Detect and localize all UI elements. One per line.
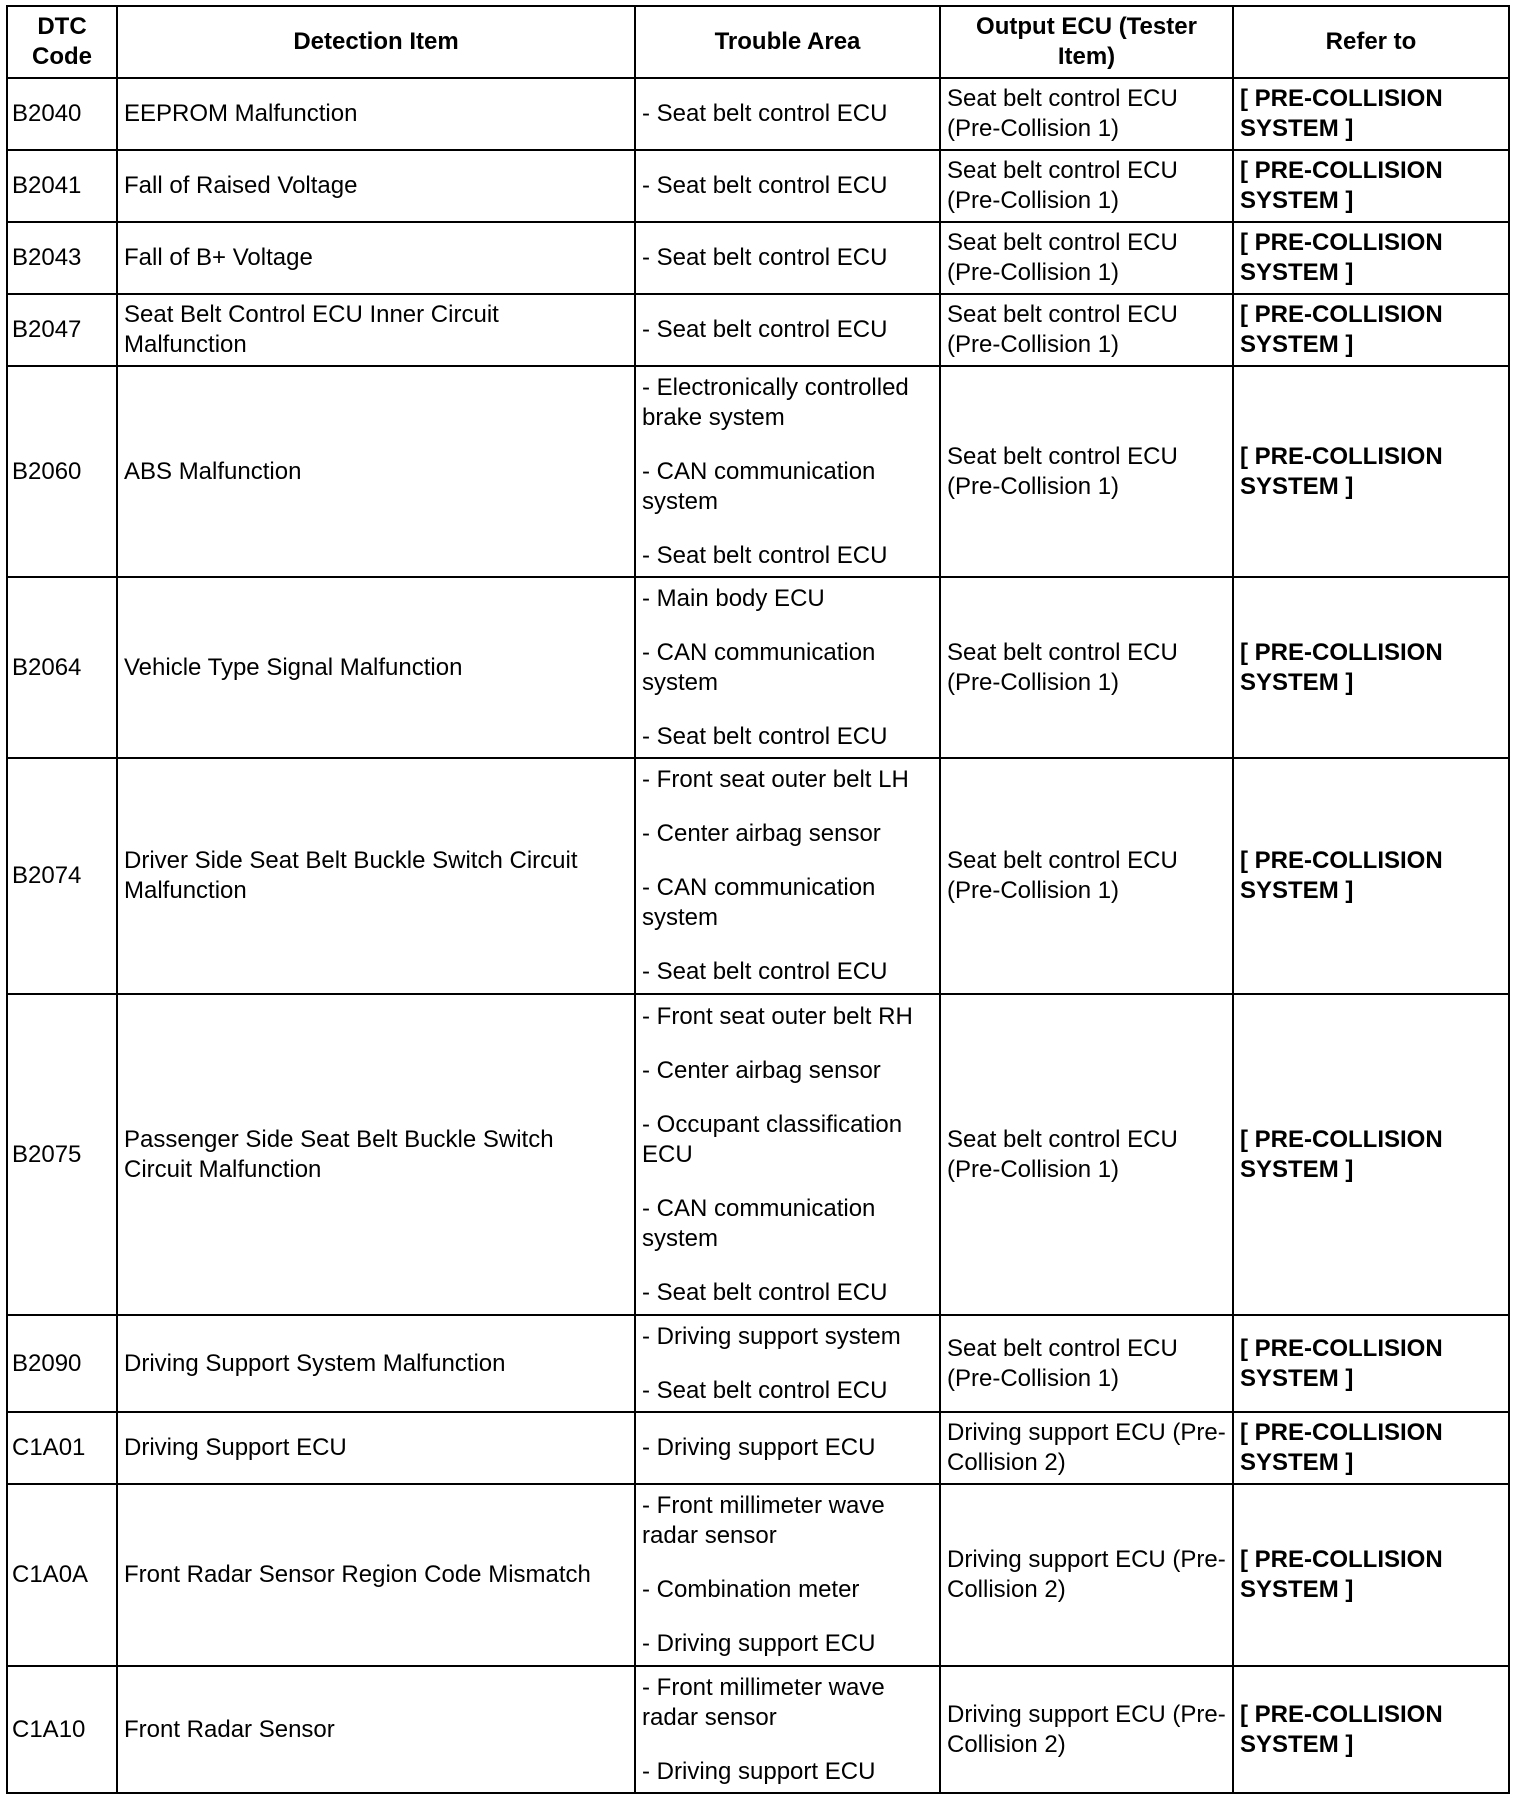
detection-item-cell: Driving Support System Malfunction — [117, 1315, 635, 1412]
output-ecu-cell: Seat belt control ECU (Pre-Collision 1) — [940, 366, 1233, 577]
table-row — [7, 366, 1509, 577]
trouble-area-cell — [635, 150, 940, 222]
refer-to-link-text: [ PRE-COLLISION SYSTEM ] — [1240, 847, 1443, 904]
detection-item-cell: Seat Belt Control ECU Inner Circuit Malfunction — [117, 294, 635, 366]
detection-item-cell: Vehicle Type Signal Malfunction — [117, 577, 635, 758]
trouble-area-cell — [635, 1315, 940, 1412]
refer-to-link-text: [ PRE-COLLISION SYSTEM ] — [1240, 85, 1443, 142]
trouble-area-item: - Driving support ECU — [642, 1434, 876, 1461]
refer-to-cell — [1233, 294, 1509, 366]
dtc-table — [6, 5, 1510, 1794]
refer-to-cell — [1233, 577, 1509, 758]
trouble-area-item: - Driving support ECU — [642, 1757, 876, 1785]
refer-to-cell — [1233, 1666, 1509, 1793]
trouble-area-item: - Seat belt control ECU — [642, 316, 888, 343]
refer-to-link-text: [ PRE-COLLISION SYSTEM ] — [1240, 229, 1443, 286]
trouble-area-item: - Front seat outer belt LH — [642, 766, 909, 793]
header-output-ecu: Output ECU (Tester Item) — [940, 6, 1233, 78]
refer-to-cell — [1233, 1484, 1509, 1666]
table-row — [7, 1484, 1509, 1666]
refer-to-link-text: [ PRE-COLLISION SYSTEM ] — [1240, 301, 1443, 358]
output-ecu-cell: Seat belt control ECU (Pre-Collision 1) — [940, 222, 1233, 294]
dtc-code-cell: B2075 — [7, 994, 117, 1315]
trouble-area-item: - Driving support ECU — [642, 1630, 876, 1657]
trouble-area-item: - Seat belt control ECU — [642, 244, 888, 271]
table-row — [7, 1412, 1509, 1484]
trouble-area-item: - Front seat outer belt RH — [642, 1002, 913, 1030]
trouble-area-item: - Seat belt control ECU — [642, 1278, 888, 1306]
refer-to-cell — [1233, 758, 1509, 994]
table-row — [7, 1315, 1509, 1412]
table-row — [7, 1666, 1509, 1793]
detection-item-cell: Driving Support ECU — [117, 1412, 635, 1484]
trouble-area-cell — [635, 758, 940, 994]
dtc-code-cell: B2040 — [7, 78, 117, 150]
refer-to-cell — [1233, 78, 1509, 150]
refer-to-cell — [1233, 1412, 1509, 1484]
trouble-area-item: - CAN communication system — [642, 874, 876, 931]
output-ecu-cell: Seat belt control ECU (Pre-Collision 1) — [940, 78, 1233, 150]
refer-to-link-text: [ PRE-COLLISION SYSTEM ] — [1240, 1700, 1443, 1758]
refer-to-link-text: [ PRE-COLLISION SYSTEM ] — [1240, 1419, 1443, 1476]
table-row — [7, 294, 1509, 366]
trouble-area-item: - Seat belt control ECU — [642, 722, 888, 750]
trouble-area-item: - Center airbag sensor — [642, 820, 881, 847]
detection-item-cell: ABS Malfunction — [117, 366, 635, 577]
refer-to-cell — [1233, 1315, 1509, 1412]
trouble-area-item: - Seat belt control ECU — [642, 1376, 888, 1404]
detection-item-cell: EEPROM Malfunction — [117, 78, 635, 150]
table-row — [7, 994, 1509, 1315]
detection-item-cell: Front Radar Sensor — [117, 1666, 635, 1793]
trouble-area-cell — [635, 294, 940, 366]
trouble-area-cell — [635, 1412, 940, 1484]
trouble-area-item: - Occupant classification ECU — [642, 1110, 903, 1168]
refer-to-link-text: [ PRE-COLLISION SYSTEM ] — [1240, 157, 1443, 214]
table-row — [7, 758, 1509, 994]
output-ecu-cell: Seat belt control ECU (Pre-Collision 1) — [940, 577, 1233, 758]
output-ecu-cell: Seat belt control ECU (Pre-Collision 1) — [940, 294, 1233, 366]
refer-to-cell — [1233, 150, 1509, 222]
trouble-area-item: - Combination meter — [642, 1576, 860, 1603]
dtc-code-cell: B2074 — [7, 758, 117, 994]
dtc-code-cell: C1A01 — [7, 1412, 117, 1484]
refer-to-cell — [1233, 994, 1509, 1315]
output-ecu-cell: Driving support ECU (Pre-Collision 2) — [940, 1484, 1233, 1666]
trouble-area-item: - Front millimeter wave radar sensor — [642, 1673, 885, 1731]
trouble-area-item: - Electronically controlled brake system — [642, 373, 909, 431]
dtc-code-cell: B2041 — [7, 150, 117, 222]
output-ecu-cell: Seat belt control ECU (Pre-Collision 1) — [940, 1315, 1233, 1412]
output-ecu-cell: Driving support ECU (Pre-Collision 2) — [940, 1666, 1233, 1793]
header-trouble-area: Trouble Area — [635, 6, 940, 78]
refer-to-link-text: [ PRE-COLLISION SYSTEM ] — [1240, 638, 1443, 696]
trouble-area-cell — [635, 994, 940, 1315]
trouble-area-cell — [635, 577, 940, 758]
header-dtc-code: DTC Code — [7, 6, 117, 78]
detection-item-cell: Fall of B+ Voltage — [117, 222, 635, 294]
detection-item-cell: Driver Side Seat Belt Buckle Switch Circuit Malfunction — [117, 758, 635, 994]
output-ecu-cell: Seat belt control ECU (Pre-Collision 1) — [940, 758, 1233, 994]
table-header-row — [7, 6, 1509, 78]
trouble-area-item: - Seat belt control ECU — [642, 100, 888, 127]
output-ecu-cell: Seat belt control ECU (Pre-Collision 1) — [940, 994, 1233, 1315]
trouble-area-item: - CAN communication system — [642, 457, 876, 515]
refer-to-link-text: [ PRE-COLLISION SYSTEM ] — [1240, 442, 1443, 500]
detection-item-cell: Passenger Side Seat Belt Buckle Switch Circuit Malfunction — [117, 994, 635, 1315]
trouble-area-item: - Seat belt control ECU — [642, 958, 888, 985]
dtc-code-cell: C1A0A — [7, 1484, 117, 1666]
table-row — [7, 78, 1509, 150]
dtc-code-cell: B2064 — [7, 577, 117, 758]
trouble-area-item: - Front millimeter wave radar sensor — [642, 1492, 885, 1549]
dtc-code-cell: B2043 — [7, 222, 117, 294]
refer-to-cell — [1233, 222, 1509, 294]
trouble-area-item: - Driving support system — [642, 1322, 901, 1350]
dtc-code-cell: B2060 — [7, 366, 117, 577]
trouble-area-cell — [635, 1484, 940, 1666]
header-detection-item: Detection Item — [117, 6, 635, 78]
trouble-area-cell — [635, 1666, 940, 1793]
dtc-table-container — [6, 5, 1508, 1794]
output-ecu-cell: Seat belt control ECU (Pre-Collision 1) — [940, 150, 1233, 222]
refer-to-link-text: [ PRE-COLLISION SYSTEM ] — [1240, 1334, 1443, 1392]
detection-item-cell: Front Radar Sensor Region Code Mismatch — [117, 1484, 635, 1666]
table-row — [7, 222, 1509, 294]
trouble-area-item: - Seat belt control ECU — [642, 172, 888, 199]
detection-item-cell: Fall of Raised Voltage — [117, 150, 635, 222]
trouble-area-cell — [635, 78, 940, 150]
dtc-code-cell: B2090 — [7, 1315, 117, 1412]
header-refer-to: Refer to — [1233, 6, 1509, 78]
refer-to-link-text: [ PRE-COLLISION SYSTEM ] — [1240, 1125, 1443, 1183]
trouble-area-item: - Center airbag sensor — [642, 1056, 881, 1084]
trouble-area-item: - Seat belt control ECU — [642, 541, 888, 569]
trouble-area-cell — [635, 222, 940, 294]
trouble-area-cell — [635, 366, 940, 577]
trouble-area-item: - Main body ECU — [642, 584, 825, 612]
dtc-code-cell: C1A10 — [7, 1666, 117, 1793]
table-row — [7, 577, 1509, 758]
refer-to-link-text: [ PRE-COLLISION SYSTEM ] — [1240, 1546, 1443, 1603]
trouble-area-item: - CAN communication system — [642, 1194, 876, 1252]
refer-to-cell — [1233, 366, 1509, 577]
output-ecu-cell: Driving support ECU (Pre-Collision 2) — [940, 1412, 1233, 1484]
trouble-area-item: - CAN communication system — [642, 638, 876, 696]
table-body — [7, 78, 1509, 1793]
dtc-code-cell: B2047 — [7, 294, 117, 366]
table-row — [7, 150, 1509, 222]
